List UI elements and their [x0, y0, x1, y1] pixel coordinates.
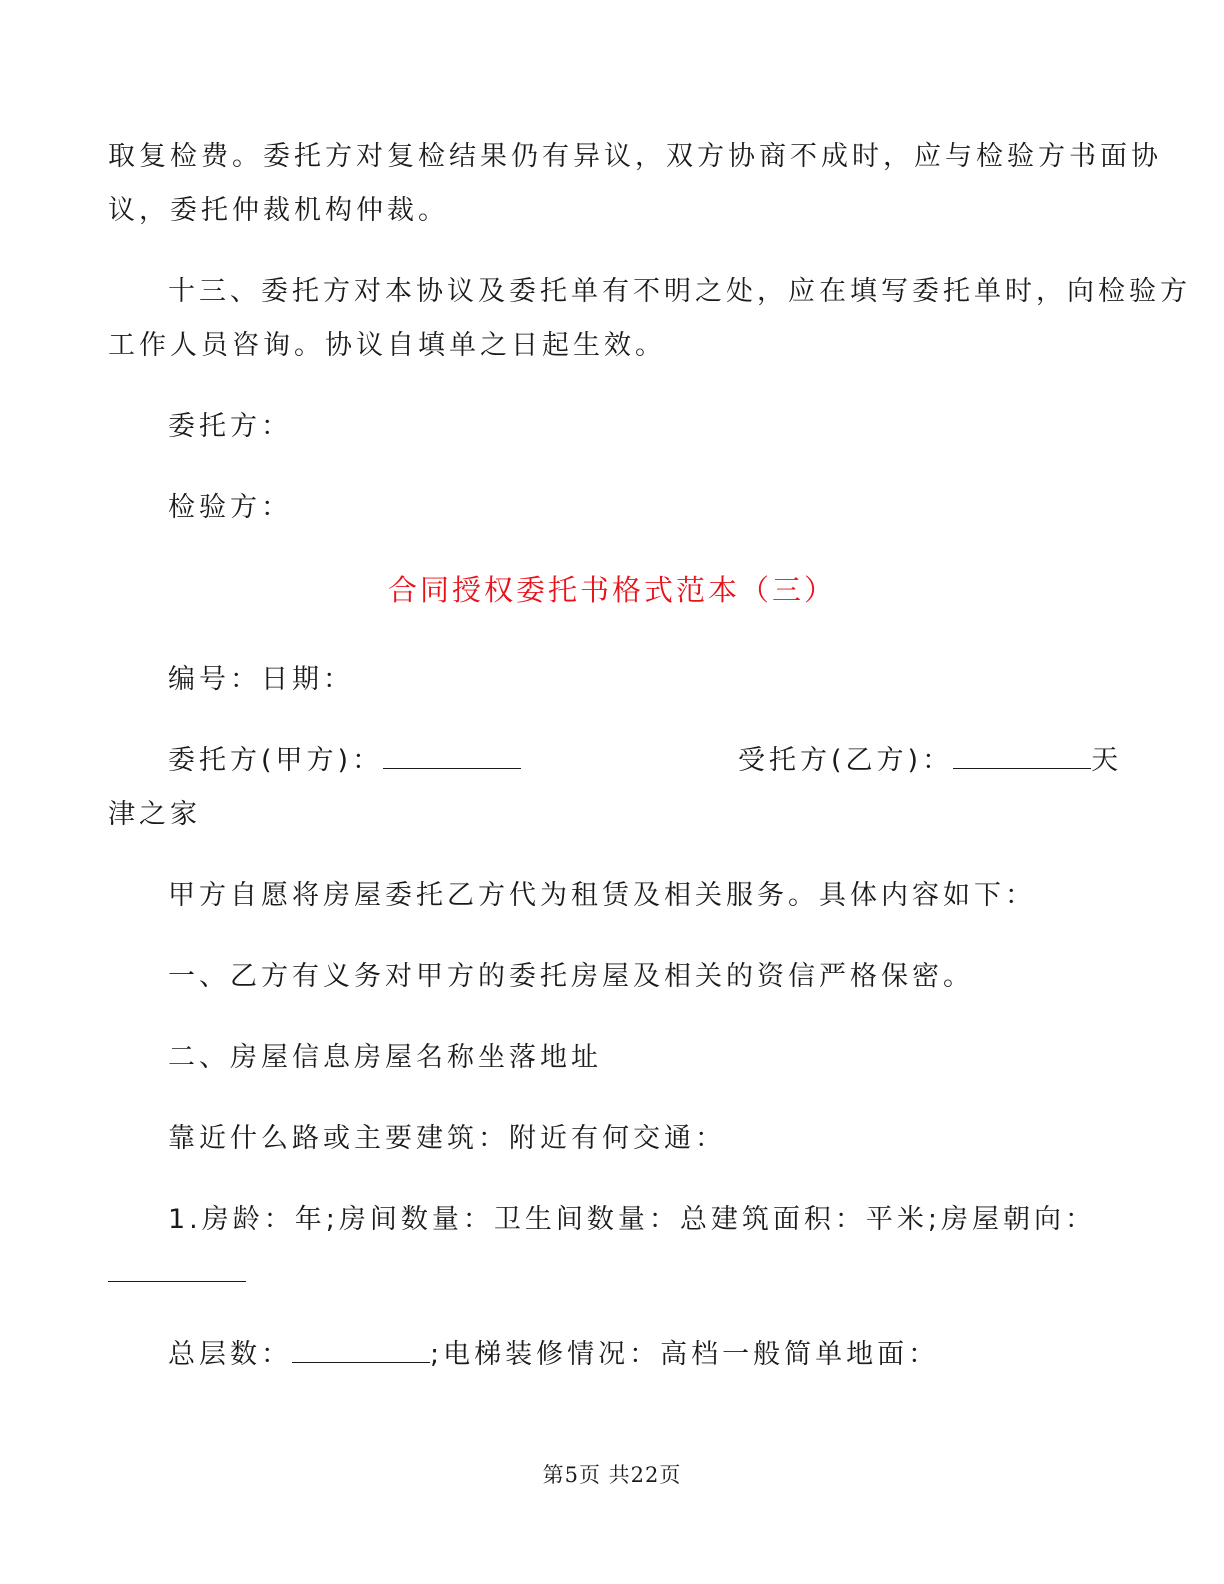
- paragraph-line: 取复检费。委托方对复检结果仍有异议，双方协商不成时，应与检验方书面协: [108, 141, 1162, 172]
- orientation-blank-line: [108, 1254, 246, 1294]
- party-a-label: 委托方(甲方)：: [168, 745, 384, 776]
- party-a-blank: [383, 742, 521, 769]
- clause-line: 1.房龄：年;房间数量：卫生间数量：总建筑面积：平米;房屋朝向：: [168, 1204, 1096, 1235]
- page-number: 第5页 共22页: [542, 1463, 682, 1487]
- intro-line: 甲方自愿将房屋委托乙方代为租赁及相关服务。具体内容如下：: [168, 880, 1036, 911]
- party-b-line: [738, 741, 1122, 781]
- paragraph-line: 津之家: [108, 799, 201, 830]
- party-b-blank: [953, 742, 1091, 769]
- party-b-label: 受托方(乙方)：: [738, 745, 954, 776]
- signature-client-label: 委托方：: [168, 411, 292, 442]
- signature-inspector-label: 检验方：: [168, 492, 292, 523]
- paragraph-line: 工作人员咨询。协议自填单之日起生效。: [108, 330, 666, 361]
- party-a-line: [168, 741, 521, 781]
- number-date-line: 编号：日期：: [168, 664, 354, 695]
- paragraph-line: 十三、委托方对本协议及委托单有不明之处，应在填写委托单时，向检验方: [168, 276, 1191, 307]
- floors-blank: [292, 1336, 430, 1363]
- floors-label: 总层数：: [168, 1339, 292, 1370]
- floors-line: [168, 1335, 939, 1375]
- orientation-blank: [108, 1255, 246, 1282]
- floors-rest: ;电梯装修情况：高档一般简单地面：: [430, 1339, 940, 1370]
- clause-line: 二、房屋信息房屋名称坐落地址: [168, 1042, 602, 1073]
- clause-line: 靠近什么路或主要建筑：附近有何交通：: [168, 1123, 726, 1154]
- party-b-suffix: 天: [1091, 745, 1123, 776]
- clause-line: 一、乙方有义务对甲方的委托房屋及相关的资信严格保密。: [168, 961, 974, 992]
- paragraph-line: 议，委托仲裁机构仲裁。: [108, 195, 449, 226]
- section-title: 合同授权委托书格式范本（三）: [387, 573, 836, 607]
